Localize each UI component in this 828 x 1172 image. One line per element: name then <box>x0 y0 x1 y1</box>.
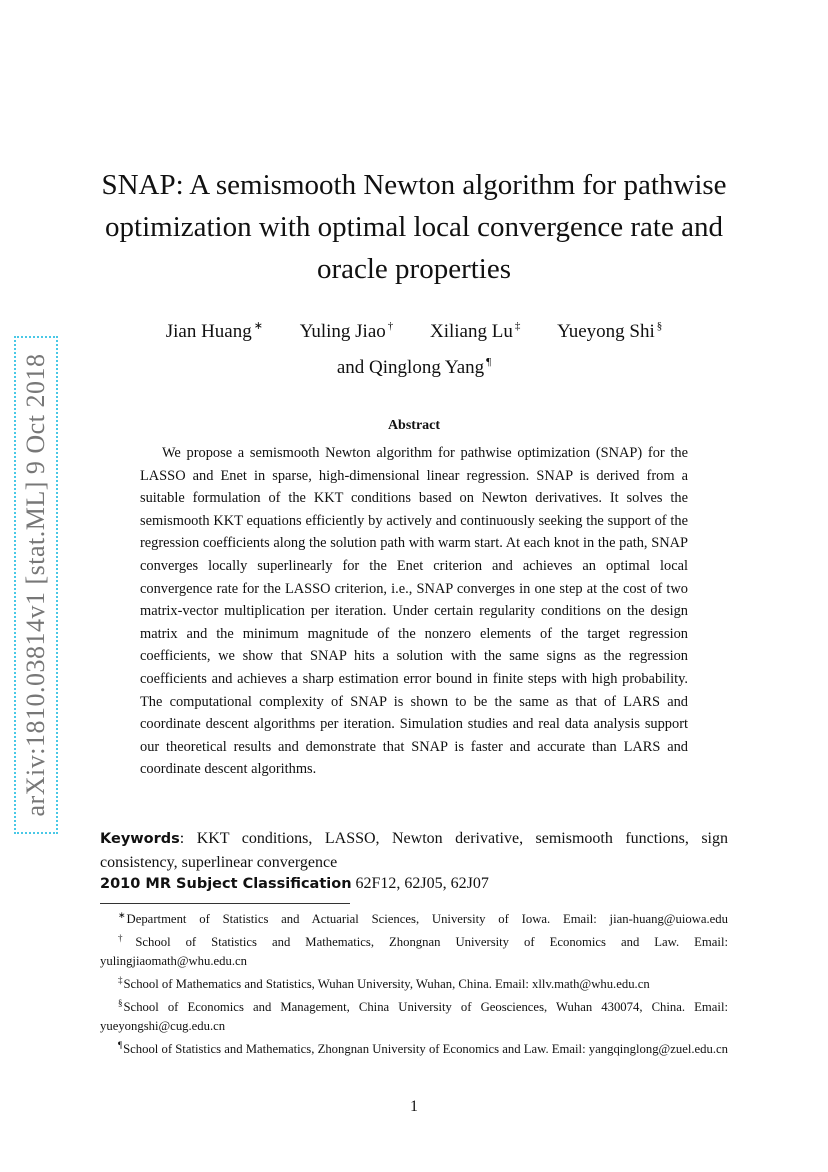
subject-classification-label: 2010 MR Subject Classification <box>100 876 352 892</box>
abstract-heading: Abstract <box>387 418 441 433</box>
author-footnote-mark: † <box>387 320 394 332</box>
paper-title <box>100 164 728 290</box>
author-footnote-mark: ¶ <box>486 356 492 368</box>
arxiv-sidebar-stamp <box>18 340 54 830</box>
author <box>557 321 662 342</box>
footnote-text: School of Statistics and Mathematics, Zhongnan University of Economics and Law. Email: yangqinglong@zuel.edu.cn <box>123 1042 729 1056</box>
footnote-mark: ¶ <box>118 1040 123 1050</box>
keywords <box>100 827 728 874</box>
author-name: and Qinglong Yang <box>336 357 485 378</box>
author <box>337 357 491 378</box>
arxiv-identifier: arXiv:1810.03814v1 [stat.ML] 9 Oct 2018 <box>21 353 50 817</box>
author-name: Jian Huang <box>165 321 252 342</box>
footnote-mark: § <box>118 998 123 1008</box>
footnote <box>100 971 728 994</box>
abstract-text: We propose a semismooth Newton algorithm for pathwise optimization (SNAP) for the LASSO and Enet in sparse, high-dimensional linear regression. SNAP is derived from a suitable formulation of the KKT conditions based on Newton derivatives. It solves the semismooth KKT equations efficiently by actively and continuously seeking the support of the regression coefficients along the solution path with warm start. At each knot in the path, SNAP converges locally superlinearly for the Enet criterion and achieves an optimal local convergence rate for the LASSO criterion, i.e., SNAP converges in one step at the cost of two matrix-vector multiplication per iteration. Under certain regularity conditions on the design matrix and the minimum magnitude of the nonzero elements of the target regression coefficients, we show that SNAP hits a solution with the same signs as the regression coefficients and achieves a sharp estimation error bound in finite steps with high probability. The computational complexity of SNAP is shown to be the same as that of LARS and coordinate descent algorithms per iteration. Simulation studies and real data analysis support our theoretical results and demonstrate that SNAP is faster and accurate than LARS and coordinate descent algorithms. <box>140 445 688 778</box>
title-line: SNAP: A semismooth Newton algorithm for pathwise <box>101 169 727 201</box>
footnote-text: School of Statistics and Mathematics, Zhongnan University of Economics and Law. Email: yulingjiaomath@whu.edu.cn <box>100 935 729 968</box>
subject-classification <box>100 875 489 893</box>
author-name: Xiliang Lu <box>430 321 513 342</box>
footnote-text: Department of Statistics and Actuarial Sciences, University of Iowa. Email: jian-huang@uiowa.edu <box>126 912 728 926</box>
author <box>300 321 394 342</box>
author <box>430 321 520 342</box>
title-line: oracle properties <box>316 253 512 285</box>
author <box>166 321 263 342</box>
footnote-rule <box>100 903 350 904</box>
footnote-mark: † <box>118 933 135 943</box>
footnote-text: School of Economics and Management, China University of Geosciences, Wuhan 430074, China. Email: yueyongshi@cug.edu.cn <box>100 1000 728 1033</box>
footnote <box>100 994 728 1036</box>
title-line: optimization with optimal local convergence rate and <box>105 211 723 243</box>
footnote-mark: ∗ <box>118 910 126 920</box>
author-list <box>100 311 728 383</box>
author-name: Yuling Jiao <box>299 321 386 342</box>
footnote-mark: ‡ <box>118 975 123 985</box>
footnote <box>100 1036 728 1059</box>
author-footnote-mark: § <box>656 320 663 332</box>
author-footnote-mark: ‡ <box>514 320 521 332</box>
author-row <box>100 311 728 347</box>
page-number: 1 <box>410 1098 418 1115</box>
author-footnote-mark: ∗ <box>253 320 263 332</box>
footnotes <box>100 906 728 1059</box>
subject-classification-codes: 62F12, 62J05, 62J07 <box>351 875 489 892</box>
author-row <box>100 347 728 383</box>
footnote <box>100 929 728 971</box>
author-name: Yueyong Shi <box>557 321 655 342</box>
keywords-text: : KKT conditions, LASSO, Newton derivative, semismooth functions, sign consistency, superlinear convergence <box>100 830 728 871</box>
footnote-text: School of Mathematics and Statistics, Wuhan University, Wuhan, China. Email: xllv.math@whu.edu.cn <box>123 977 650 991</box>
keywords-label: Keywords <box>100 831 180 847</box>
footnote <box>100 906 728 929</box>
